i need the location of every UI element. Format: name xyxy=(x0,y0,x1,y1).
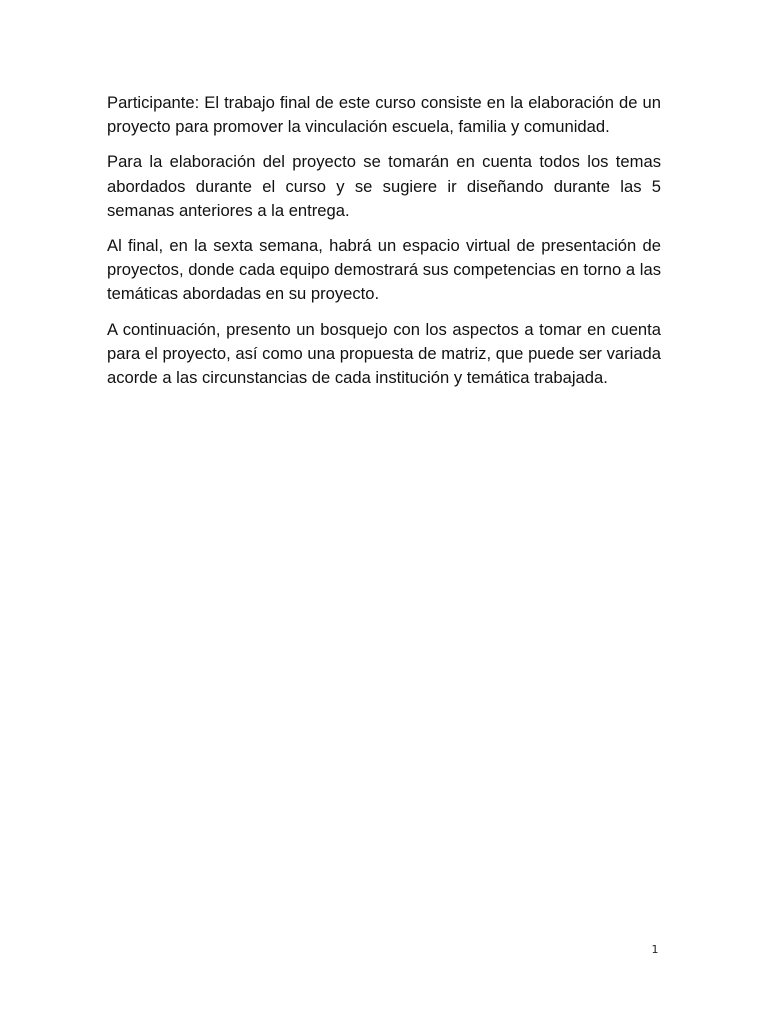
paragraph-outline: A continuación, presento un bosquejo con los aspectos a tomar en cuenta para el proyecto, así como una propuesta de matriz, que puede ser variada acorde a las circunstancias de cada institución y temática trabajada. xyxy=(107,319,661,388)
paragraph-presentation: Al final, en la sexta semana, habrá un espacio virtual de presentación de proyectos, donde cada equipo demostrará sus competencias en torno a las temáticas abordadas en su proyecto. xyxy=(107,236,661,304)
paragraph-elaboration: Para la elaboración del proyecto se tomarán en cuenta todos los temas abordados durante el curso y se sugiere ir diseñando durante las 5 semanas anteriores a la entrega. xyxy=(107,152,661,220)
page-number: 1 xyxy=(651,943,659,956)
paragraph-intro: Participante: El trabajo final de este curso consiste en la elaboración de un proyecto para promover la vinculación escuela, familia y comunidad. xyxy=(107,93,661,137)
document-body xyxy=(107,91,661,401)
